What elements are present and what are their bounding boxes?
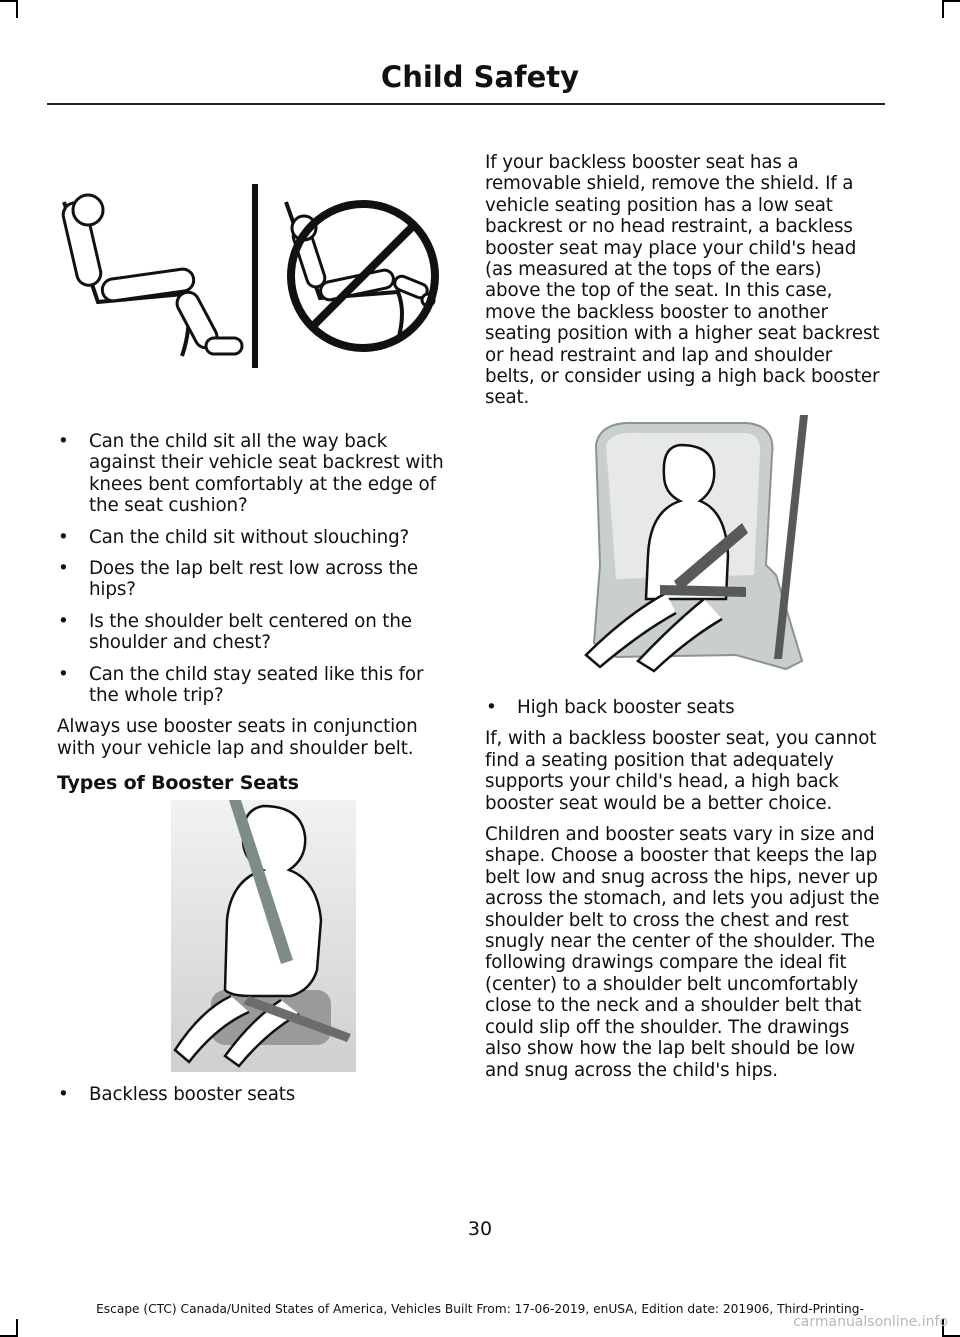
backless-booster-illustration	[171, 800, 356, 1072]
shield-paragraph: If your backless booster seat has a removable shield, remove the shield. If a vehicle seating position has a low seat backrest or no head restraint, a backless booster seat may place your child's head (as measured at the tops of the ears) above the top of the seat. In this case, move the backless booster to another seating position with a higher seat backrest or head restraint and lap and shoulder belts, or consider using a high back booster seat.	[485, 152, 880, 409]
fit-paragraph: Children and booster seats vary in size and shape. Choose a booster that keeps the lap belt low and snug across the hips, never up across the stomach, and lets you adjust the shoulder belt to cross the chest and rest snugly near the center of the shoulder. The following drawings compare the ideal fit (center) to a shoulder belt uncomfortably close to the neck and a shoulder belt that could slip off the shoulder. The drawings also show how the lap belt should be low and snug across the child's hips.	[485, 824, 880, 1081]
list-item: • Does the lap belt rest low across the hips?	[57, 558, 449, 601]
left-column	[57, 431, 449, 805]
crop-mark	[16, 0, 18, 18]
booster-type-list	[57, 1084, 449, 1105]
list-item: • Can the child sit without slouching?	[57, 527, 449, 548]
watermark: carmanualsonline.info	[793, 1314, 948, 1330]
right-column-bottom	[485, 697, 881, 1091]
page-number: 30	[467, 1218, 493, 1240]
page-title: Child Safety	[380, 60, 580, 94]
list-item: • Can the child stay seated like this for the whole trip?	[57, 664, 449, 707]
choice-paragraph: If, with a backless booster seat, you cannot find a seating position that adequately supports your child's head, a high back booster seat would be a better choice.	[485, 728, 877, 814]
crop-mark	[942, 0, 944, 18]
seating-posture-diagram	[58, 180, 448, 370]
high-back-booster-illustration	[576, 415, 810, 683]
list-item: • Is the shoulder belt centered on the shoulder and chest?	[57, 611, 449, 654]
list-item: • High back booster seats	[485, 697, 881, 718]
crop-mark	[942, 0, 960, 2]
edition-footer: Escape (CTC) Canada/United States of America, Vehicles Built From: 17-06-2019, enUSA, Edition date: 201906, Third-Printing-	[96, 1302, 864, 1316]
fit-checklist	[57, 431, 449, 706]
booster-usage-paragraph: Always use booster seats in conjunction with your vehicle lap and shoulder belt.	[57, 716, 418, 759]
booster-type-list	[485, 697, 881, 718]
backless-caption	[57, 1084, 449, 1115]
header-divider	[47, 103, 885, 105]
list-item: • Backless booster seats	[57, 1084, 449, 1105]
crop-mark	[16, 1319, 18, 1337]
list-item: • Can the child sit all the way back against their vehicle seat backrest with knees bent comfortably at the edge of the seat cushion?	[57, 431, 449, 517]
section-heading: Types of Booster Seats	[57, 772, 299, 795]
right-column-top	[485, 152, 881, 419]
